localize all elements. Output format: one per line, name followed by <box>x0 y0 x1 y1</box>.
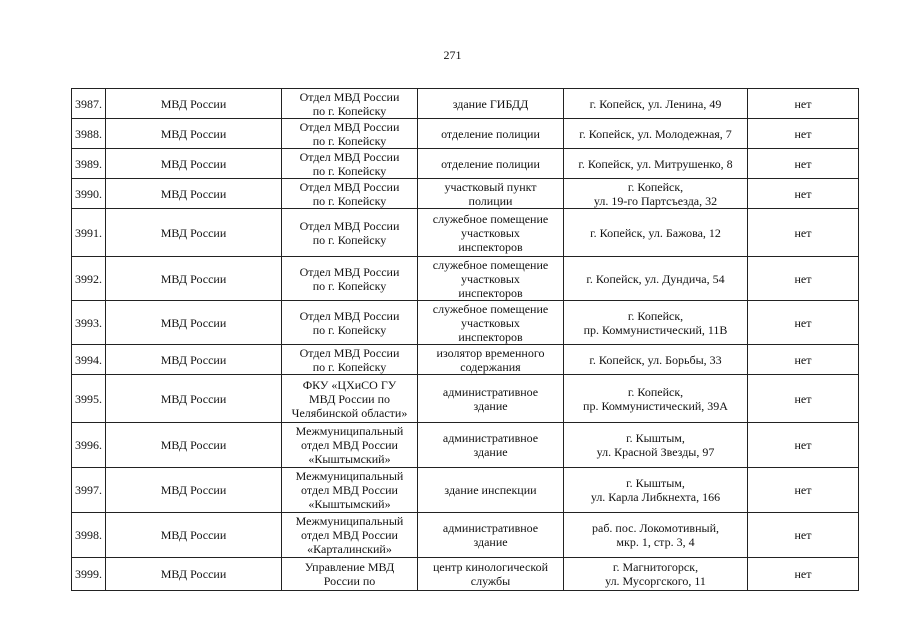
row-number: 3998. <box>72 513 106 558</box>
row-number: 3999. <box>72 558 106 591</box>
address-cell-line: г. Кыштым, <box>626 431 685 445</box>
division-cell-line: Челябинской области» <box>291 405 408 420</box>
object-cell <box>418 89 564 119</box>
division-cell-line: отдел МВД России <box>301 483 398 497</box>
address-cell-line: г. Копейск, ул. Молодежная, 7 <box>579 126 732 141</box>
row-number: 3995. <box>72 375 106 423</box>
address-cell-line: раб. пос. Локомотивный, <box>592 521 719 535</box>
address-cell <box>564 375 748 423</box>
object-cell-line: административное <box>442 431 539 445</box>
status-cell: нет <box>748 119 859 149</box>
address-cell-line: ул. Мусоргского, 11 <box>605 574 706 588</box>
object-cell-line: участковых <box>461 225 520 240</box>
row-number: 3994. <box>72 345 106 375</box>
registry-table-body <box>72 89 859 591</box>
table-row <box>72 468 859 513</box>
agency-cell: МВД России <box>106 423 282 468</box>
row-number: 3992. <box>72 257 106 301</box>
agency-cell: МВД России <box>106 257 282 301</box>
object-cell-line: отделение полиции <box>441 156 540 171</box>
division-cell-line: России по <box>323 574 376 588</box>
table-row <box>72 209 859 257</box>
address-cell <box>564 423 748 468</box>
object-cell-line: содержания <box>460 359 521 374</box>
division-cell <box>282 375 418 423</box>
object-cell <box>418 149 564 179</box>
division-cell <box>282 149 418 179</box>
row-number: 3993. <box>72 301 106 345</box>
address-cell <box>564 149 748 179</box>
division-cell-line: по г. Копейску <box>312 322 387 337</box>
status-cell: нет <box>748 468 859 513</box>
object-cell-line: инспекторов <box>458 239 523 254</box>
division-cell-line: Отдел МВД России <box>299 345 400 360</box>
address-cell-line: г. Копейск, <box>627 179 684 194</box>
address-cell-line: пр. Коммунистический, 39А <box>583 398 728 413</box>
object-cell-line: участковых <box>461 271 520 286</box>
object-cell-line: инспекторов <box>458 329 523 344</box>
object-cell-line: административное <box>442 521 539 535</box>
table-row <box>72 119 859 149</box>
division-cell-line: МВД России по <box>309 391 390 406</box>
address-cell <box>564 209 748 257</box>
table-row <box>72 257 859 301</box>
object-cell-line: полиции <box>468 193 513 208</box>
object-cell-line: участковых <box>461 315 520 330</box>
address-cell <box>564 558 748 591</box>
status-cell: нет <box>748 179 859 209</box>
object-cell-line: служебное помещение <box>432 301 549 316</box>
table-row <box>72 179 859 209</box>
division-cell-line: «Кыштымский» <box>308 452 391 466</box>
status-cell: нет <box>748 257 859 301</box>
status-cell: нет <box>748 209 859 257</box>
division-cell-line: отдел МВД России <box>301 438 398 452</box>
object-cell <box>418 179 564 209</box>
object-cell-line: здание ГИБДД <box>452 96 529 111</box>
agency-cell: МВД России <box>106 119 282 149</box>
table-row <box>72 301 859 345</box>
row-number: 3997. <box>72 468 106 513</box>
row-number: 3991. <box>72 209 106 257</box>
address-cell <box>564 119 748 149</box>
table-row <box>72 149 859 179</box>
object-cell-line: здание <box>473 445 508 459</box>
division-cell <box>282 119 418 149</box>
page-number: 271 <box>443 48 462 62</box>
row-number: 3987. <box>72 89 106 119</box>
address-cell <box>564 345 748 375</box>
object-cell <box>418 375 564 423</box>
agency-cell: МВД России <box>106 179 282 209</box>
table-row <box>72 89 859 119</box>
address-cell <box>564 301 748 345</box>
division-cell-line: Отдел МВД России <box>299 179 400 194</box>
division-cell-line: Межмуниципальный <box>295 514 404 528</box>
status-cell: нет <box>748 375 859 423</box>
division-cell-line: по г. Копейску <box>312 359 387 374</box>
division-cell-line: по г. Копейску <box>312 193 387 208</box>
object-cell-line: участковый пункт <box>444 179 537 194</box>
object-cell-line: изолятор временного <box>436 345 545 360</box>
object-cell <box>418 468 564 513</box>
object-cell-line: здание инспекции <box>444 483 537 497</box>
address-cell <box>564 89 748 119</box>
address-cell <box>564 513 748 558</box>
division-cell <box>282 468 418 513</box>
division-cell-line: по г. Копейску <box>312 133 387 148</box>
division-cell-line: по г. Копейску <box>312 232 387 247</box>
table-row <box>72 345 859 375</box>
division-cell <box>282 513 418 558</box>
object-cell <box>418 345 564 375</box>
object-cell <box>418 119 564 149</box>
object-cell-line: служебное помещение <box>432 211 549 226</box>
table-row <box>72 375 859 423</box>
agency-cell: МВД России <box>106 89 282 119</box>
division-cell-line: Отдел МВД России <box>299 264 400 279</box>
row-number: 3988. <box>72 119 106 149</box>
address-cell-line: г. Копейск, <box>627 308 684 323</box>
status-cell: нет <box>748 149 859 179</box>
division-cell-line: ФКУ «ЦХиСО ГУ <box>302 377 397 392</box>
division-cell-line: отдел МВД России <box>301 528 398 542</box>
division-cell <box>282 257 418 301</box>
address-cell-line: ул. Карла Либкнехта, 166 <box>590 490 721 504</box>
status-cell: нет <box>748 301 859 345</box>
table-row <box>72 558 859 591</box>
status-cell: нет <box>748 513 859 558</box>
division-cell-line: Отдел МВД России <box>299 218 400 233</box>
agency-cell: МВД России <box>106 149 282 179</box>
address-cell-line: г. Копейск, ул. Митрушенко, 8 <box>578 156 733 171</box>
object-cell-line: административное <box>442 384 539 399</box>
object-cell <box>418 209 564 257</box>
division-cell <box>282 301 418 345</box>
object-cell <box>418 301 564 345</box>
row-number: 3990. <box>72 179 106 209</box>
agency-cell: МВД России <box>106 468 282 513</box>
row-number: 3996. <box>72 423 106 468</box>
address-cell-line: мкр. 1, стр. 3, 4 <box>616 535 695 549</box>
division-cell-line: по г. Копейску <box>312 163 387 178</box>
address-cell-line: ул. Красной Звезды, 97 <box>596 445 715 459</box>
address-cell-line: г. Магнитогорск, <box>612 560 699 574</box>
status-cell: нет <box>748 558 859 591</box>
division-cell-line: Управление МВД <box>304 560 395 574</box>
division-cell-line: Межмуниципальный <box>295 469 404 483</box>
object-cell-line: служебное помещение <box>432 257 549 272</box>
division-cell <box>282 89 418 119</box>
division-cell-line: Отдел МВД России <box>299 119 400 134</box>
address-cell <box>564 468 748 513</box>
address-cell-line: г. Копейск, <box>627 384 684 399</box>
object-cell-line: здание <box>473 535 508 549</box>
table-row <box>72 423 859 468</box>
object-cell-line: отделение полиции <box>441 126 540 141</box>
agency-cell: МВД России <box>106 375 282 423</box>
division-cell-line: Отдел МВД России <box>299 308 400 323</box>
address-cell-line: г. Копейск, ул. Ленина, 49 <box>589 96 722 111</box>
registry-table <box>71 88 859 591</box>
address-cell-line: ул. 19-го Партсъезда, 32 <box>593 193 718 208</box>
address-cell-line: пр. Коммунистический, 11В <box>583 322 728 337</box>
object-cell-line: центр кинологической <box>432 560 549 574</box>
division-cell-line: «Карталинский» <box>307 542 392 556</box>
address-cell-line: г. Кыштым, <box>626 476 685 490</box>
object-cell-line: службы <box>470 574 511 588</box>
division-cell <box>282 209 418 257</box>
agency-cell: МВД России <box>106 209 282 257</box>
object-cell <box>418 513 564 558</box>
division-cell <box>282 423 418 468</box>
division-cell <box>282 345 418 375</box>
address-cell-line: г. Копейск, ул. Борьбы, 33 <box>589 352 722 367</box>
status-cell: нет <box>748 89 859 119</box>
division-cell <box>282 179 418 209</box>
division-cell-line: по г. Копейску <box>312 103 387 118</box>
status-cell: нет <box>748 345 859 375</box>
object-cell <box>418 423 564 468</box>
object-cell <box>418 558 564 591</box>
agency-cell: МВД России <box>106 301 282 345</box>
table-row <box>72 513 859 558</box>
object-cell <box>418 257 564 301</box>
row-number: 3989. <box>72 149 106 179</box>
status-cell: нет <box>748 423 859 468</box>
address-cell-line: г. Копейск, ул. Дундича, 54 <box>586 271 725 286</box>
object-cell-line: инспекторов <box>458 285 523 300</box>
address-cell <box>564 179 748 209</box>
object-cell-line: здание <box>473 398 508 413</box>
agency-cell: МВД России <box>106 345 282 375</box>
division-cell-line: по г. Копейску <box>312 278 387 293</box>
division-cell-line: «Кыштымский» <box>308 497 391 511</box>
address-cell-line: г. Копейск, ул. Бажова, 12 <box>590 225 721 240</box>
division-cell-line: Отдел МВД России <box>299 149 400 164</box>
division-cell-line: Межмуниципальный <box>295 424 404 438</box>
address-cell <box>564 257 748 301</box>
division-cell <box>282 558 418 591</box>
division-cell-line: Отдел МВД России <box>299 89 400 104</box>
agency-cell: МВД России <box>106 558 282 591</box>
agency-cell: МВД России <box>106 513 282 558</box>
